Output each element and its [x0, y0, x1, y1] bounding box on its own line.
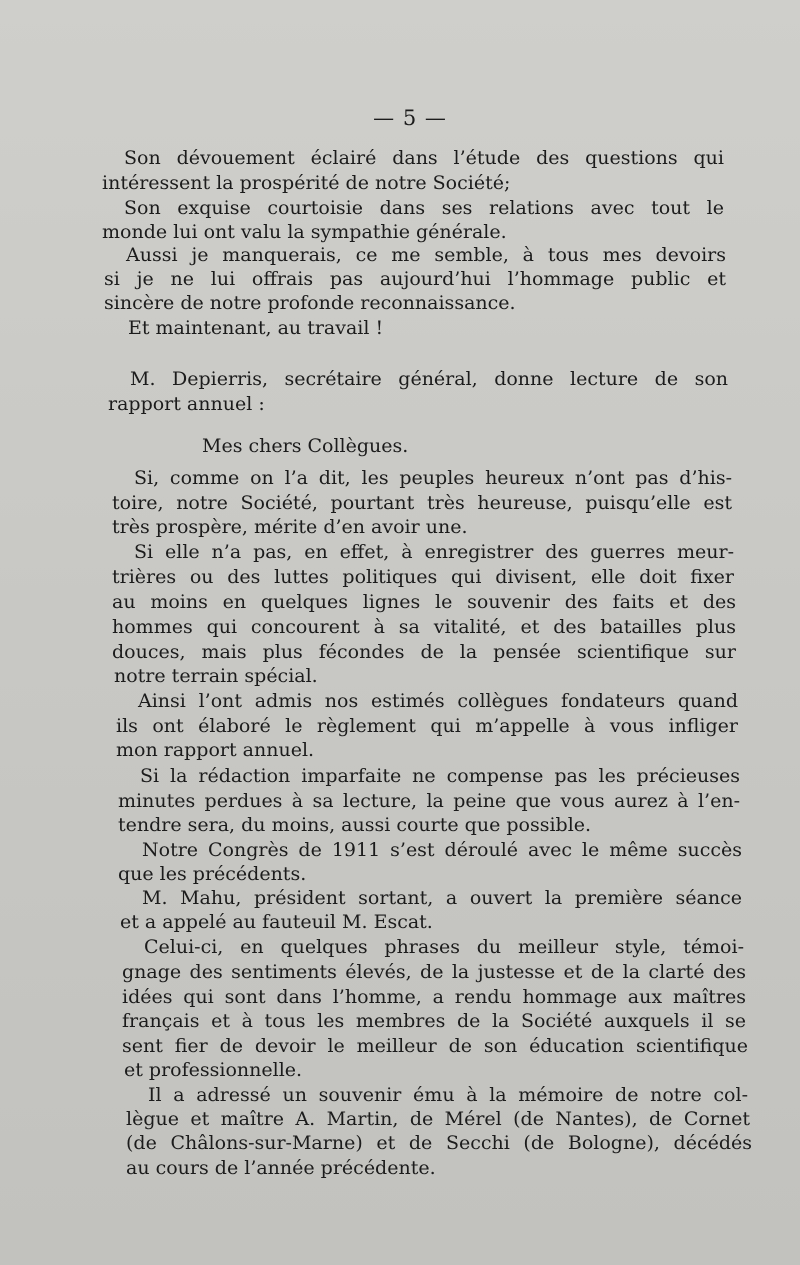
text-line: ils ont élaboré le règlement qui m’appelle à vous infliger	[116, 715, 738, 737]
text-line: sent fier de devoir le meilleur de son éducation scientifique	[122, 1035, 748, 1057]
text-line: au moins en quelques lignes le souvenir des faits et des	[112, 591, 736, 613]
text-line: douces, mais plus fécondes de la pensée scientifique sur	[112, 641, 736, 663]
text-line: Et maintenant, au travail !	[128, 317, 384, 339]
text-line: français et à tous les membres de la Société auxquels il se	[122, 1010, 746, 1032]
text-line: trières ou des luttes politiques qui divisent, elle doit fixer	[112, 566, 734, 588]
text-line: Si elle n’a pas, en effet, à enregistrer des guerres meur-	[134, 541, 734, 563]
text-line: sincère de notre profonde reconnaissance.	[104, 292, 516, 314]
text-line: monde lui ont valu la sympathie générale.	[102, 221, 507, 243]
text-line: notre terrain spécial.	[114, 665, 318, 687]
text-line: (de Châlons-sur-Marne) et de Secchi (de Bologne), décédés	[126, 1132, 752, 1154]
text-line: Aussi je manquerais, ce me semble, à tous mes devoirs	[126, 244, 726, 266]
text-line: Son dévouement éclairé dans l’étude des questions qui	[124, 147, 724, 169]
page-number: — 5 —	[373, 106, 447, 130]
salutation: Mes chers Collègues.	[202, 435, 409, 457]
text-line: au cours de l’année précédente.	[126, 1157, 436, 1179]
text-line: M. Depierris, secrétaire général, donne lecture de son	[130, 368, 728, 390]
text-line: et a appelé au fauteuil M. Escat.	[120, 911, 433, 933]
text-line: Notre Congrès de 1911 s’est déroulé avec le même succès	[142, 839, 742, 861]
text-line: Il a adressé un souvenir ému à la mémoire de notre col-	[148, 1084, 748, 1106]
text-line: intéressent la prospérité de notre Société;	[102, 172, 511, 194]
text-line: que les précédents.	[118, 863, 307, 885]
text-line: mon rapport annuel.	[116, 739, 315, 761]
text-line: lègue et maître A. Martin, de Mérel (de Nantes), de Cornet	[126, 1108, 750, 1130]
text-line: très prospère, mérite d’en avoir une.	[112, 516, 468, 538]
text-line: tendre sera, du moins, aussi courte que possible.	[118, 814, 592, 836]
text-line: Son exquise courtoisie dans ses relations avec tout le	[124, 197, 724, 219]
text-line: toire, notre Société, pourtant très heureuse, puisqu’elle est	[112, 492, 732, 514]
text-line: hommes qui concourent à sa vitalité, et des batailles plus	[112, 616, 736, 638]
text-line: minutes perdues à sa lecture, la peine que vous aurez à l’en-	[118, 790, 740, 812]
text-line: Celui-ci, en quelques phrases du meilleur style, témoi-	[144, 936, 744, 958]
text-line: Si, comme on l’a dit, les peuples heureux n’ont pas d’his-	[134, 467, 732, 489]
text-line: idées qui sont dans l’homme, a rendu hommage aux maîtres	[122, 986, 746, 1008]
text-line: Ainsi l’ont admis nos estimés collègues fondateurs quand	[138, 690, 738, 712]
text-line: rapport annuel :	[108, 393, 265, 415]
text-line: gnage des sentiments élevés, de la justesse et de la clarté des	[122, 961, 746, 983]
text-line: M. Mahu, président sortant, a ouvert la première séance	[142, 887, 742, 909]
text-line: Si la rédaction imparfaite ne compense pas les précieuses	[140, 765, 740, 787]
text-line: et professionnelle.	[124, 1059, 303, 1081]
text-line: si je ne lui offrais pas aujourd’hui l’hommage public et	[104, 268, 726, 290]
